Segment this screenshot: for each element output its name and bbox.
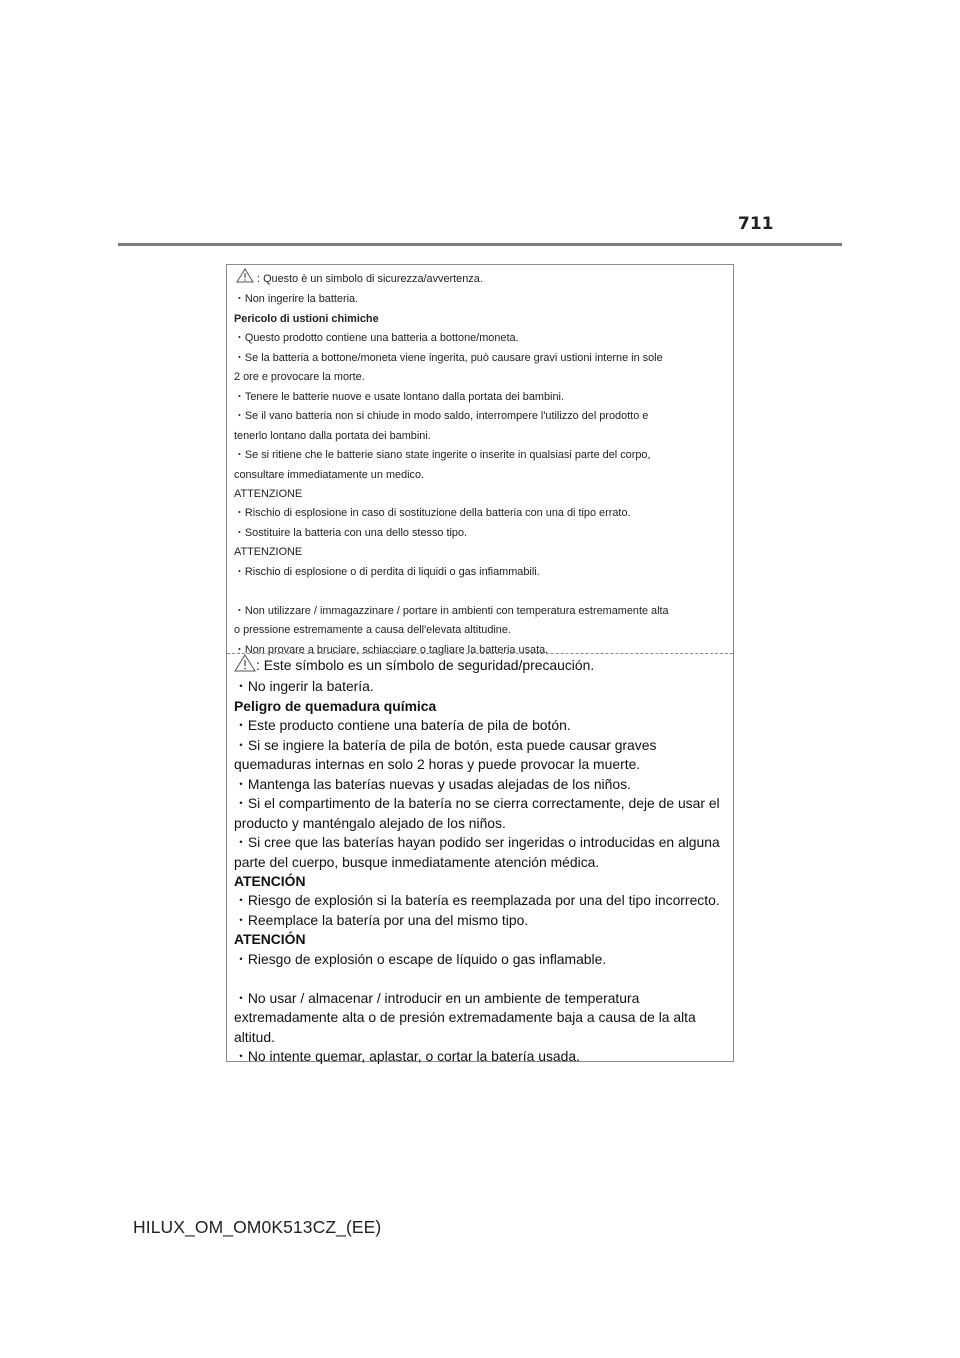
text-line: tenerlo lontano dalla portata dei bambini. [234, 429, 431, 442]
text-line: ・Non provare a bruciare, schiacciare o tagliare la batteria usata. [234, 643, 549, 656]
text-line: ・Se la batteria a bottone/moneta viene ingerita, può causare gravi ustioni interne in sole [234, 351, 663, 364]
text-line: ・Si se ingiere la batería de pila de botón, esta puede causar graves [234, 736, 657, 753]
attention-heading: ATTENZIONE [234, 546, 303, 559]
text-line: ・Questo prodotto contiene una batteria a bottone/moneta. [234, 332, 519, 345]
page-number: 711 [738, 214, 774, 234]
text-line: ・Si cree que las baterías hayan podido ser ingeridas o introducidas en alguna [234, 834, 720, 851]
spanish-warning-section [234, 654, 727, 1067]
attention-heading: ATTENZIONE [234, 487, 303, 500]
document-code: HILUX_OM_OM0K513CZ_(EE) [133, 1217, 382, 1237]
text-line: ・Riesgo de explosión o escape de líquido o gas inflamable. [234, 950, 607, 967]
attention-heading: ATENCIÓN [234, 931, 306, 948]
text-line: ・Tenere le batterie nuove e usate lontano dalla portata dei bambini. [234, 390, 564, 403]
italian-symbol-note: : Questo è un simbolo di sicurezza/avvertenza. [257, 273, 483, 285]
header-rule [118, 243, 842, 246]
warning-triangle-icon [234, 654, 256, 677]
text-line: ・Si el compartimento de la batería no se cierra correctamente, deje de usar el [234, 795, 720, 812]
text-line: ・Reemplace la batería por una del mismo tipo. [234, 911, 529, 928]
text-line: ・No intente quemar, aplastar, o cortar la batería usada. [234, 1048, 580, 1065]
text-line: parte del cuerpo, busque inmediatamente atención médica. [234, 853, 600, 870]
italian-warning-section [234, 268, 727, 660]
section-heading: Pericolo di ustioni chimiche [234, 312, 379, 325]
box-top-border [227, 264, 733, 265]
text-line: ・Rischio di esplosione o di perdita di liquidi o gas infiammabili. [234, 565, 540, 578]
italian-symbol-line [234, 268, 727, 290]
text-line: ・Rischio di esplosione in caso di sostituzione della batteria con una di tipo errato. [234, 507, 631, 520]
text-line: ・Riesgo de explosión si la batería es reemplazada por una del tipo incorrecto. [234, 892, 720, 909]
section-heading: Peligro de quemadura química [234, 697, 437, 714]
text-line: ・No ingerir la batería. [234, 678, 374, 695]
text-line: producto y manténgalo alejado de los niños. [234, 814, 506, 831]
text-line: ・Mantenga las baterías nuevas y usadas alejadas de los niños. [234, 775, 631, 792]
warning-triangle-icon [236, 268, 254, 290]
text-line: extremadamente alta o de presión extremadamente baja a causa de la alta [234, 1009, 696, 1026]
battery-warning-box [226, 264, 734, 1065]
text-line: consultare immediatamente un medico. [234, 468, 425, 481]
text-line: 2 ore e provocare la morte. [234, 371, 365, 384]
attention-heading: ATENCIÓN [234, 872, 306, 889]
spanish-symbol-note: : Este símbolo es un símbolo de seguridad/precaución. [256, 657, 595, 673]
text-line: quemaduras internas en solo 2 horas y puede provocar la muerte. [234, 756, 641, 773]
text-line: ・Sostituire la batteria con una dello stesso tipo. [234, 526, 468, 539]
blank-line [234, 582, 727, 601]
text-line: ・Se il vano batteria non si chiude in modo saldo, interrompere l'utilizzo del prodotto e [234, 410, 649, 423]
blank-line [234, 969, 727, 988]
text-line: o pressione estremamente a causa dell'elevata altitudine. [234, 624, 511, 637]
text-line: ・Non ingerire la batteria. [234, 293, 359, 306]
text-line: ・Non utilizzare / immagazzinare / portare in ambienti con temperatura estremamente alta [234, 604, 669, 617]
text-line: altitud. [234, 1028, 275, 1045]
text-line: ・Este producto contiene una batería de pila de botón. [234, 717, 571, 734]
spanish-symbol-line [234, 654, 727, 677]
text-line: ・No usar / almacenar / introducir en un ambiente de temperatura [234, 989, 640, 1006]
text-line: ・Se si ritiene che le batterie siano state ingerite o inserite in qualsiasi parte del corpo, [234, 449, 651, 462]
